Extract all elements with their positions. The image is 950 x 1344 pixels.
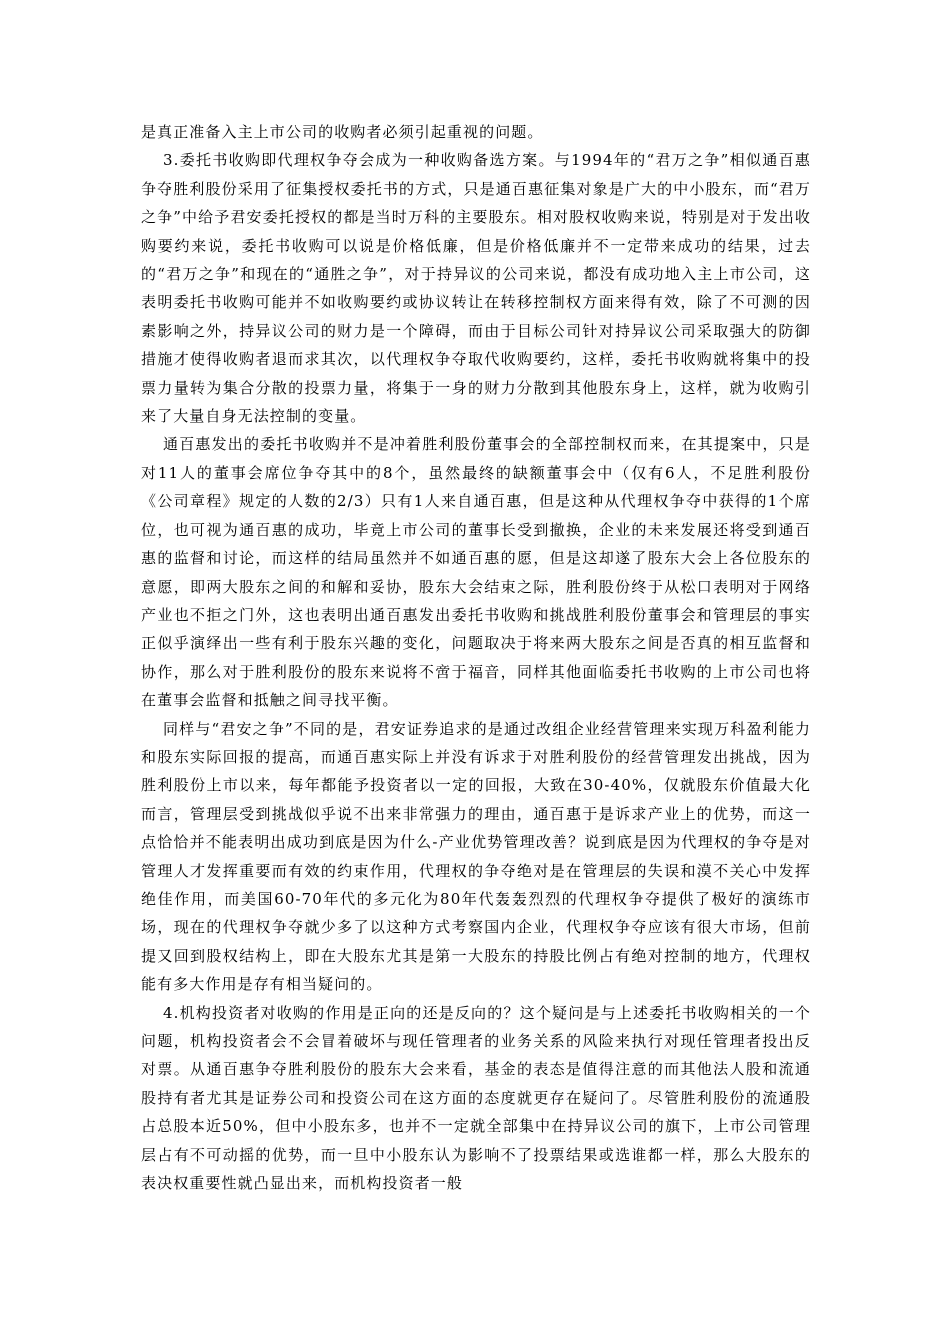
document-body: [141, 118, 811, 1197]
paragraph-continuation: 是真正准备入主上市公司的收购者必须引起重视的问题。: [141, 123, 544, 141]
paragraph-tongbaihui-outcome: 通百惠发出的委托书收购并不是冲着胜利股份董事会的全部控制权而来，在其提案中，只是对11人的董事会席位争夺其中的8个，虽然最终的缺额董事会中（仅有6人，不足胜利股份《公司章程》规定的人数的2/3）只有1人来自通百惠，但是这种从代理权争夺中获得的1个席位，也可视为通百惠的成功，毕竟上市公司的董事长受到撤换，企业的未来发展还将受到通百惠的监督和讨论，而这样的结局虽然并不如通百惠的愿，但是这却遂了股东大会上各位股东的意愿，即两大股东之间的和解和妥协，股东大会结束之际，胜利股份终于从松口表明对于网络产业也不拒之门外，这也表明出通百惠发出委托书收购和挑战胜利股份董事会和管理层的事实正似乎演绎出一些有利于股东兴趣的变化，问题取决于将来两大股东之间是否真的相互监督和协作，那么对于胜利股份的股东来说将不啻于福音，同样其他面临委托书收购的上市公司也将在董事会监督和抵触之间寻找平衡。: [141, 435, 811, 710]
paragraph-institutional-investors: 4.机构投资者对收购的作用是正向的还是反向的？这个疑问是与上述委托书收购相关的一个问题，机构投资者会不会冒着破坏与现任管理者的业务关系的风险来执行对现任管理者投出反对票。从通百惠争夺胜利股份的股东大会来看，基金的表态是值得注意的而其他法人股和流通股持有者尤其是证券公司和投资公司在这方面的态度就更存在疑问了。尽管胜利股份的流通股占总股本近50%，但中小股东多，也并不一定就全部集中在持异议公司的旗下，上市公司管理层占有不可动摇的优势，而一旦中小股东认为影响不了投票结果或选谁都一样，那么大股东的表决权重要性就凸显出来，而机构投资者一般: [141, 1003, 811, 1193]
paragraph-junan-comparison: 同样与“君安之争”不同的是，君安证券追求的是通过改组企业经营管理来实现万科盈利能力和股东实际回报的提高，而通百惠实际上并没有诉求于对胜利股份的经营管理发出挑战，因为胜利股份上市以来，每年都能予投资者以一定的回报，大致在30-40%，仅就股东价值最大化而言，管理层受到挑战似乎说不出来非常强力的理由，通百惠于是诉求产业上的优势，而这一点恰恰并不能表明出成功到底是因为什么-产业优势管理改善？说到底是因为代理权的争夺是对管理人才发挥重要而有效的约束作用，代理权的争夺绝对是在管理层的失误和漠不关心中发挥绝佳作用，而美国60-70年代的多元化为80年代轰轰烈烈的代理权争夺提供了极好的演练市场，现在的代理权争夺就少多了以这种方式考察国内企业，代理权争夺应该有很大市场，但前提又回到股权结构上，即在大股东尤其是第一大股东的持股比例占有绝对控制的地方，代理权能有多大作用是存有相当疑问的。: [141, 719, 811, 994]
paragraph-proxy-contest: 3.委托书收购即代理权争夺会成为一种收购备选方案。与1994年的“君万之争”相似通百惠争夺胜利股份采用了征集授权委托书的方式，只是通百惠征集对象是广大的中小股东，而“君万之争”中给予君安委托授权的都是当时万科的主要股东。相对股权收购来说，特别是对于发出收购要约来说，委托书收购可以说是价格低廉，但是价格低廉并不一定带来成功的结果，过去的“君万之争”和现在的“通胜之争”，对于持异议的公司来说，都没有成功地入主上市公司，这表明委托书收购可能并不如收购要约或协议转让在转移控制权方面来得有效，除了不可测的因素影响之外，持异议公司的财力是一个障碍，而由于目标公司针对持异议公司采取强大的防御措施才使得收购者退而求其次，以代理权争夺取代收购要约，这样，委托书收购就将集中的投票力量转为集合分散的投票力量，将集于一身的财力分散到其他股东身上，这样，就为收购引来了大量自身无法控制的变量。: [141, 151, 811, 426]
